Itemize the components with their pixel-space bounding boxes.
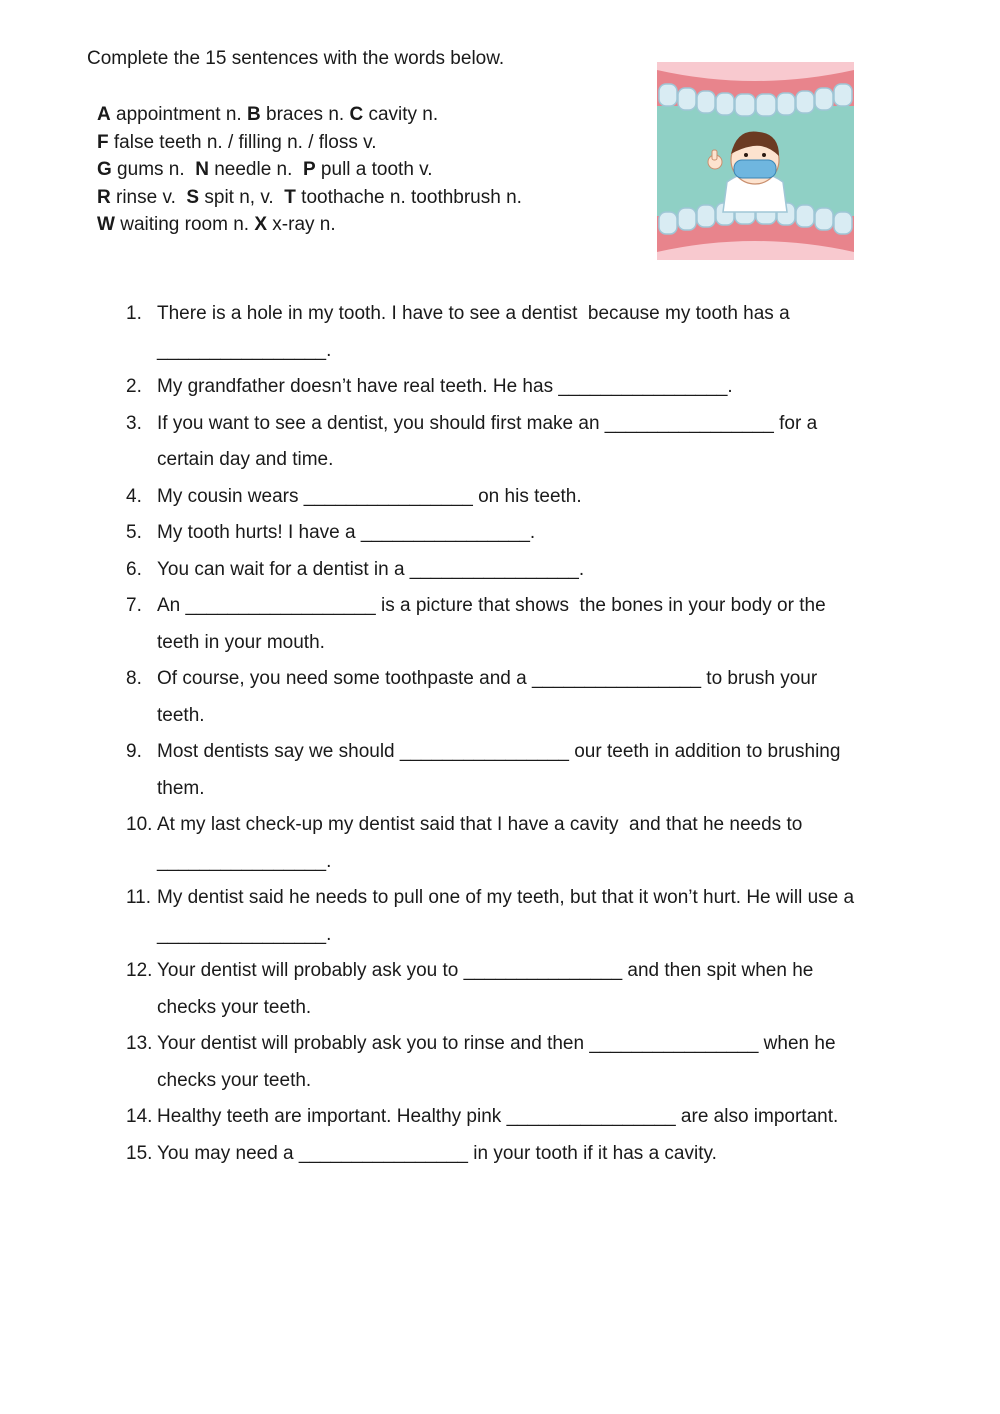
- question-text: There is a hole in my tooth. I have to see a dentist because my tooth has a: [157, 303, 790, 324]
- question-text-continued: checks your teeth.: [157, 996, 312, 1018]
- question-text: My dentist said he needs to pull one of my teeth, but that it won’t hurt. He will use a: [157, 887, 855, 908]
- question-text-continued: certain day and time.: [157, 449, 334, 470]
- question-text-continued: teeth in your mouth.: [157, 631, 325, 653]
- question-item: [126, 661, 906, 734]
- question-text: My grandfather doesn’t have real teeth. He has ________________.: [157, 376, 733, 397]
- word-bank-words: needle n.: [208, 159, 303, 180]
- question-item: [126, 479, 906, 516]
- word-bank-letter: G: [97, 159, 112, 180]
- question-number: 5.: [126, 522, 142, 543]
- question-number: 14.: [126, 1106, 153, 1127]
- question-text-continued: teeth.: [157, 704, 205, 726]
- question-item: [126, 953, 906, 1026]
- word-bank-line: [97, 186, 522, 214]
- word-bank-letter: B: [247, 104, 261, 125]
- question-number: 6.: [126, 558, 142, 580]
- word-bank-line: [97, 131, 522, 159]
- word-bank-letter: R: [97, 186, 111, 208]
- word-bank-words: cavity n.: [363, 104, 439, 125]
- word-bank-letter: A: [97, 104, 111, 125]
- word-bank-letter: W: [97, 214, 115, 235]
- question-item: [126, 1136, 906, 1173]
- word-bank-words: appointment n.: [110, 104, 247, 125]
- word-bank: [97, 103, 522, 241]
- question-text: An __________________ is a picture that shows the bones in your body or the: [157, 595, 826, 616]
- question-item: [126, 588, 906, 661]
- question-text-continued: them.: [157, 777, 205, 799]
- word-bank-letter: P: [302, 159, 316, 180]
- question-text: At my last check-up my dentist said that I have a cavity and that he needs to: [157, 814, 803, 835]
- question-item: [126, 734, 906, 807]
- question-text: My tooth hurts! I have a ________________.: [157, 522, 536, 543]
- question-item: [126, 296, 906, 369]
- word-bank-letter: C: [349, 104, 364, 125]
- question-text: If you want to see a dentist, you should first make an ________________ for a: [157, 412, 818, 434]
- question-text-continued: ________________.: [157, 923, 332, 945]
- word-bank-words: toothache n. toothbrush n.: [295, 186, 522, 208]
- question-item: [126, 369, 906, 406]
- question-item: [126, 1099, 906, 1136]
- question-number: 12.: [126, 960, 153, 981]
- question-number: 10.: [126, 814, 153, 835]
- question-item: [126, 1026, 906, 1099]
- question-number: 15.: [126, 1142, 153, 1164]
- question-item: [126, 880, 906, 953]
- word-bank-words: pull a tooth v.: [315, 159, 433, 180]
- question-item: [126, 807, 906, 880]
- word-bank-line: [97, 213, 522, 241]
- question-number: 8.: [126, 668, 142, 689]
- word-bank-words: x-ray n.: [267, 214, 336, 235]
- word-bank-words: gums n.: [111, 159, 196, 180]
- question-text-continued: checks your teeth.: [157, 1069, 312, 1091]
- question-number: 9.: [126, 741, 142, 762]
- question-text-continued: ________________.: [157, 850, 332, 872]
- word-bank-letter: X: [254, 214, 268, 235]
- word-bank-letter: N: [195, 159, 209, 180]
- dentist-mouth-illustration: [657, 62, 854, 260]
- question-number: 4.: [126, 485, 142, 507]
- word-bank-words: braces n.: [260, 104, 350, 125]
- question-number: 2.: [126, 376, 142, 397]
- question-item: [126, 515, 906, 552]
- question-text: Of course, you need some toothpaste and a ________________ to brush your: [157, 668, 818, 689]
- word-bank-letter: S: [186, 186, 200, 208]
- question-list: [126, 296, 906, 1172]
- word-bank-line: [97, 103, 522, 131]
- word-bank-words: waiting room n.: [114, 214, 255, 235]
- question-text: Your dentist will probably ask you to _______________ and then spit when he: [157, 960, 814, 981]
- word-bank-words: false teeth n. / filling n. / floss v.: [108, 131, 377, 153]
- instruction-text: Complete the 15 sentences with the words below.: [87, 48, 505, 69]
- question-number: 13.: [126, 1033, 153, 1054]
- question-text: Your dentist will probably ask you to rinse and then ________________ when he: [157, 1033, 836, 1054]
- question-number: 1.: [126, 303, 142, 324]
- word-bank-words: rinse v.: [110, 186, 187, 208]
- question-number: 3.: [126, 412, 142, 434]
- word-bank-letter: T: [284, 186, 296, 208]
- question-number: 11.: [126, 887, 152, 908]
- question-text: Healthy teeth are important. Healthy pink ________________ are also important.: [157, 1106, 839, 1127]
- question-text: My cousin wears ________________ on his teeth.: [157, 485, 582, 507]
- question-text: You can wait for a dentist in a ________________.: [157, 558, 585, 580]
- question-number: 7.: [126, 595, 142, 616]
- question-text: Most dentists say we should ________________ our teeth in addition to brushing: [157, 741, 841, 762]
- question-item: [126, 406, 906, 479]
- word-bank-letter: F: [97, 131, 109, 153]
- word-bank-words: spit n, v.: [199, 186, 285, 208]
- word-bank-line: [97, 158, 522, 186]
- question-item: [126, 552, 906, 589]
- question-text-continued: ________________.: [157, 339, 332, 361]
- question-text: You may need a ________________ in your tooth if it has a cavity.: [157, 1142, 717, 1164]
